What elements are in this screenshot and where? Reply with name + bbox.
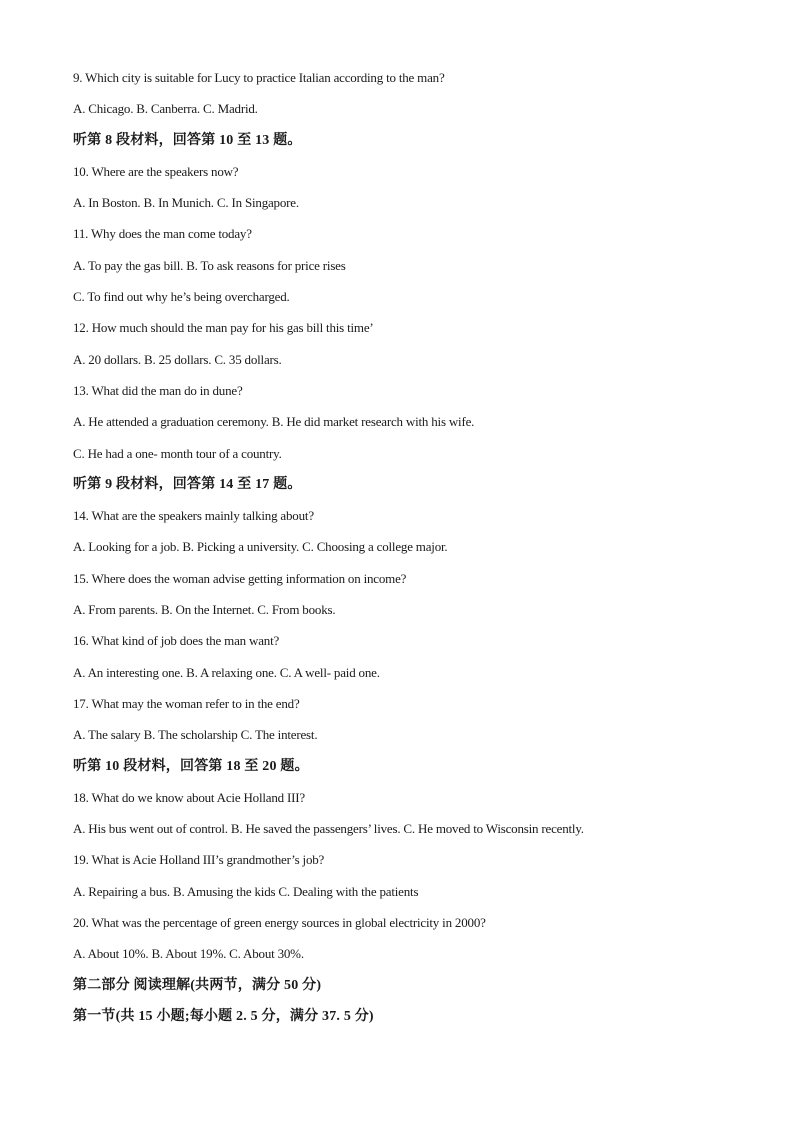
- options-18: A. His bus went out of control. B. He saved the passengers’ lives. C. He moved to Wisconsin recently.: [73, 821, 584, 837]
- options-13-ab: A. He attended a graduation ceremony. B. He did market research with his wife.: [73, 414, 475, 430]
- document-page: [73, 62, 763, 1032]
- options-19: A. Repairing a bus. B. Amusing the kids C. Dealing with the patients: [73, 883, 419, 899]
- section-one-heading: 第一节(共 15 小题;每小题 2. 5 分，满分 37. 5 分): [73, 1008, 374, 1024]
- part-two-heading: 第二部分 阅读理解(共两节，满分 50 分): [73, 977, 322, 993]
- options-10: A. In Boston. B. In Munich. C. In Singapore.: [73, 195, 299, 211]
- question-12: 12. How much should the man pay for his gas bill this time’: [73, 320, 374, 336]
- options-9: A. Chicago. B. Canberra. C. Madrid.: [73, 101, 258, 117]
- options-20: A. About 10%. B. About 19%. C. About 30%.: [73, 946, 304, 962]
- options-12: A. 20 dollars. B. 25 dollars. C. 35 dollars.: [73, 351, 282, 367]
- question-20: 20. What was the percentage of green energy sources in global electricity in 2000?: [73, 915, 486, 931]
- section-heading-9: 听第 9 段材料，回答第 14 至 17 题。: [73, 476, 302, 492]
- question-16: 16. What kind of job does the man want?: [73, 633, 280, 649]
- question-17: 17. What may the woman refer to in the end?: [73, 695, 300, 711]
- section-heading-8: 听第 8 段材料，回答第 10 至 13 题。: [73, 132, 302, 148]
- question-11: 11. Why does the man come today?: [73, 226, 252, 242]
- question-18: 18. What do we know about Acie Holland III?: [73, 789, 305, 805]
- options-11-c: C. To find out why he’s being overcharged.: [73, 289, 290, 305]
- question-9: 9. Which city is suitable for Lucy to practice Italian according to the man?: [73, 70, 445, 85]
- question-14: 14. What are the speakers mainly talking about?: [73, 508, 314, 524]
- options-13-c: C. He had a one- month tour of a country.: [73, 445, 282, 461]
- options-17: A. The salary B. The scholarship C. The interest.: [73, 727, 318, 743]
- section-heading-10: 听第 10 段材料，回答第 18 至 20 题。: [73, 758, 309, 774]
- options-15: A. From parents. B. On the Internet. C. From books.: [73, 602, 336, 618]
- question-10: 10. Where are the speakers now?: [73, 163, 239, 179]
- question-13: 13. What did the man do in dune?: [73, 382, 243, 398]
- options-11-ab: A. To pay the gas bill. B. To ask reasons for price rises: [73, 257, 346, 273]
- options-16: A. An interesting one. B. A relaxing one. C. A well- paid one.: [73, 664, 380, 680]
- options-14: A. Looking for a job. B. Picking a university. C. Choosing a college major.: [73, 539, 448, 555]
- question-15: 15. Where does the woman advise getting information on income?: [73, 570, 407, 586]
- question-19: 19. What is Acie Holland III’s grandmother’s job?: [73, 852, 325, 868]
